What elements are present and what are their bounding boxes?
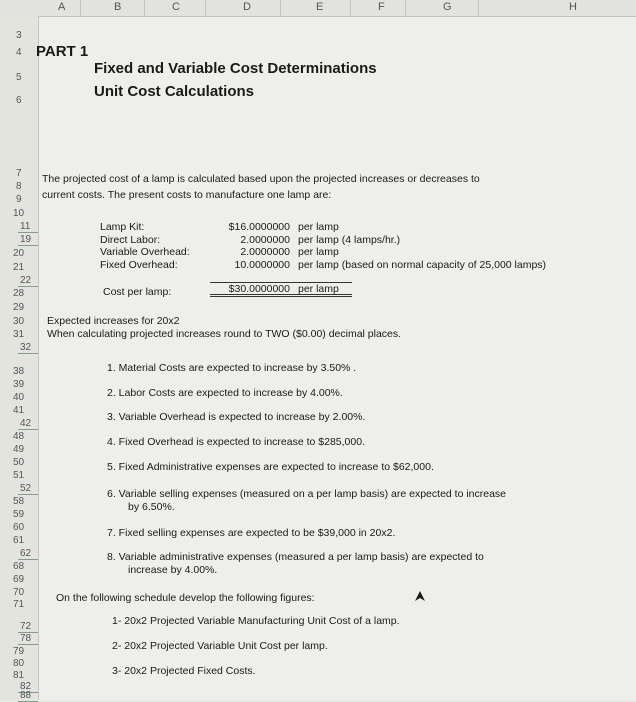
row-number[interactable]: 41 <box>13 405 25 416</box>
row-number[interactable]: 11 <box>18 221 38 233</box>
row-number[interactable]: 58 <box>13 496 25 507</box>
column-divider <box>80 0 81 16</box>
row-number[interactable]: 38 <box>13 366 25 377</box>
cost-total-value: $30.0000000 <box>228 283 290 295</box>
cost-unit: per lamp (based on normal capacity of 25,000 lamps) <box>298 259 547 271</box>
page-title: Fixed and Variable Cost Determinations <box>94 60 377 77</box>
column-header-d[interactable]: D <box>243 1 251 13</box>
row-number[interactable]: 8 <box>16 181 22 192</box>
row-number[interactable]: 60 <box>13 522 25 533</box>
row-number[interactable]: 21 <box>13 262 25 273</box>
row-number[interactable]: 48 <box>13 431 25 442</box>
row-number[interactable]: 32 <box>18 342 38 354</box>
row-number[interactable]: 79 <box>13 646 25 657</box>
column-divider <box>478 0 479 16</box>
increase-item-continued: increase by 4.00%. <box>128 564 218 576</box>
column-divider <box>205 0 206 16</box>
row-number[interactable]: 82 <box>18 681 38 693</box>
row-number[interactable]: 70 <box>13 587 25 598</box>
row-number[interactable]: 51 <box>13 470 25 481</box>
row-number[interactable]: 42 <box>18 418 38 430</box>
page-subtitle: Unit Cost Calculations <box>94 83 255 100</box>
column-header-a[interactable]: A <box>58 1 66 13</box>
cost-value: 10.0000000 <box>234 259 290 271</box>
row-number[interactable]: 10 <box>13 208 25 219</box>
increase-item: 8. Variable administrative expenses (measured a per lamp basis) are expected to <box>107 551 484 563</box>
schedule-intro: On the following schedule develop the following figures: <box>56 592 315 604</box>
row-number[interactable]: 29 <box>13 302 25 313</box>
cost-value: $16.0000000 <box>228 221 290 233</box>
row-number[interactable]: 22 <box>18 275 38 287</box>
row-number[interactable]: 52 <box>18 483 38 495</box>
row-number[interactable]: 39 <box>13 379 25 390</box>
row-number[interactable]: 88 <box>18 690 38 702</box>
cost-value: 2.0000000 <box>240 246 290 258</box>
cost-value: 2.0000000 <box>240 234 290 246</box>
row-number[interactable]: 31 <box>13 329 25 340</box>
row-number[interactable]: 62 <box>18 548 38 560</box>
column-header-c[interactable]: C <box>172 1 180 13</box>
increase-item: 4. Fixed Overhead is expected to increase to $285,000. <box>107 436 365 448</box>
cost-unit: per lamp <box>298 246 339 258</box>
row-number[interactable]: 5 <box>16 72 22 83</box>
increase-item: 2. Labor Costs are expected to increase by 4.00%. <box>107 387 343 399</box>
figure-item: 1- 20x2 Projected Variable Manufacturing Unit Cost of a lamp. <box>112 615 400 627</box>
row-number[interactable]: 81 <box>13 670 25 681</box>
increase-item: 7. Fixed selling expenses are expected to be $39,000 in 20x2. <box>107 527 396 539</box>
cost-total-unit: per lamp <box>298 283 339 295</box>
row-number[interactable]: 61 <box>13 535 25 546</box>
row-number[interactable]: 40 <box>13 392 25 403</box>
column-header-f[interactable]: F <box>378 1 385 13</box>
increase-item-continued: by 6.50%. <box>128 501 175 513</box>
row-number[interactable]: 19 <box>18 234 38 246</box>
row-number[interactable]: 69 <box>13 574 25 585</box>
total-double-underline <box>210 294 352 297</box>
intro-line-2: current costs. The present costs to manufacture one lamp are: <box>42 189 332 201</box>
column-divider <box>144 0 145 16</box>
row-number[interactable]: 49 <box>13 444 25 455</box>
row-number[interactable]: 80 <box>13 658 25 669</box>
row-number[interactable]: 59 <box>13 509 25 520</box>
row-number[interactable]: 71 <box>13 599 25 610</box>
row-number[interactable]: 3 <box>16 30 22 41</box>
column-header-h[interactable]: H <box>569 1 577 13</box>
expected-rounding-note: When calculating projected increases round to TWO ($0.00) decimal places. <box>47 328 402 340</box>
column-divider <box>405 0 406 16</box>
row-number[interactable]: 50 <box>13 457 25 468</box>
part-label: PART 1 <box>36 43 89 60</box>
row-number[interactable]: 20 <box>13 248 25 259</box>
cost-label: Variable Overhead: <box>100 246 190 258</box>
cost-unit: per lamp (4 lamps/hr.) <box>298 234 401 246</box>
increase-item: 5. Fixed Administrative expenses are expected to increase to $62,000. <box>107 461 434 473</box>
expected-heading: Expected increases for 20x2 <box>47 315 180 327</box>
row-number[interactable]: 7 <box>16 168 22 179</box>
column-header-b[interactable]: B <box>114 1 122 13</box>
row-number[interactable]: 4 <box>16 47 22 58</box>
intro-line-1: The projected cost of a lamp is calculated based upon the projected increases or decreases to <box>42 173 480 185</box>
column-divider <box>280 0 281 16</box>
row-number[interactable]: 72 <box>18 621 38 633</box>
increase-item: 3. Variable Overhead is expected to increase by 2.00%. <box>107 411 366 423</box>
mouse-cursor-icon <box>413 589 427 603</box>
cost-total-label: Cost per lamp: <box>103 286 172 298</box>
column-header-e[interactable]: E <box>316 1 324 13</box>
row-number[interactable]: 30 <box>13 316 25 327</box>
row-number[interactable]: 6 <box>16 95 22 106</box>
column-header-bar <box>0 0 636 17</box>
cost-label: Lamp Kit: <box>100 221 145 233</box>
column-divider <box>350 0 351 16</box>
increase-item: 1. Material Costs are expected to increase by 3.50% . <box>107 362 357 374</box>
cost-label: Fixed Overhead: <box>100 259 178 271</box>
cost-unit: per lamp <box>298 221 339 233</box>
row-number[interactable]: 28 <box>13 288 25 299</box>
figure-item: 2- 20x2 Projected Variable Unit Cost per lamp. <box>112 640 328 652</box>
figure-item: 3- 20x2 Projected Fixed Costs. <box>112 665 256 677</box>
row-number[interactable]: 68 <box>13 561 25 572</box>
column-header-g[interactable]: G <box>443 1 452 13</box>
row-number[interactable]: 78 <box>18 633 38 645</box>
cost-label: Direct Labor: <box>100 234 161 246</box>
increase-item: 6. Variable selling expenses (measured on a per lamp basis) are expected to increase <box>107 488 507 500</box>
row-number[interactable]: 9 <box>16 194 22 205</box>
